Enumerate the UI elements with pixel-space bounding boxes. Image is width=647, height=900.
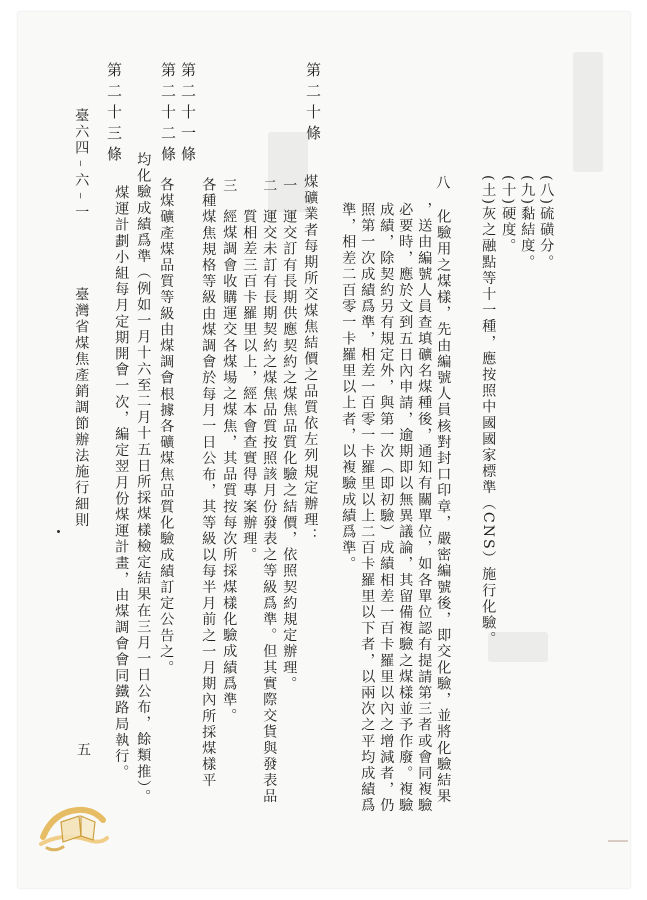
page-number: 五 (75, 742, 91, 757)
article-20-item-2-line-2: 質相差三百卡羅里以上，經本會查實得專案辦理。 (241, 209, 258, 564)
article-23-line-1: 煤運計劃小組每月定期開會一次，編定翌月份煤運計畫，由煤調會會同鐵路局執行。 (113, 185, 130, 781)
article-20-item-3: 經煤調會收購運交各煤場之煤焦，其品質按每次所採煤樣化驗成績爲準。 (221, 209, 238, 725)
article-20-heading: 第二十條 (304, 62, 322, 146)
library-seal-graphic (33, 792, 113, 862)
clause-8-line-5: 照第一次成績爲準，相差一百零一卡羅里以上二百卡羅里以下者，以兩次之平均成績爲 (359, 202, 376, 814)
item-9: (九)黏結度。 (519, 175, 536, 271)
clause-8-line-2: ，送由編號人員查填礦名煤種後，通知有關單位，如各單位認有提請第三者或會同複驗 (416, 202, 433, 814)
document-code: 臺六四﹣六﹣一 (73, 108, 90, 221)
article-23-heading: 第二十三條 (105, 62, 123, 167)
clause-8-number: 八 (434, 175, 451, 192)
article-21-heading: 第二十一條 (179, 62, 197, 167)
clause-8-line-4: 成績，除契約另有規定外，與第一次（即初驗）成績相差一百卡羅里以內之增減者，仍 (378, 202, 395, 814)
clause-8-line-3: 必要時，應於文到五日內申請，逾期即以無異議論，其留備複驗之煤樣並予作廢。複驗 (397, 202, 414, 814)
article-22-line-1: 各煤礦產煤品質等級由煤調會根據各礦煤焦品質化驗成績訂定公告之。 (158, 177, 175, 677)
item-10: (十)硬度。 (500, 175, 517, 255)
clause-8-line-1: 化驗用之煤樣，先由編號人員核對封口印章，嚴密編號後，即交化驗，並將化驗結果 (435, 209, 452, 805)
article-20-item-1-number: 一 (281, 178, 298, 195)
article-21-line-2: 均化驗成績爲準（例如一月十六至二月十五日所採煤樣檢定結果在三月一日公布，餘類推）。 (135, 152, 152, 805)
bleed-through-mark (573, 52, 603, 172)
article-20-intro: 煤礦業者每期所交煤焦結價之品質依左列規定辦理： (302, 174, 319, 545)
document-page (18, 12, 630, 888)
article-20-item-2-number: 二 (261, 178, 278, 195)
document-title: 臺灣省煤焦產銷調節辦法施行細則 (73, 287, 90, 529)
article-20-item-1: 運交訂有長期供應契約之煤焦品質化驗之結價，依照契約規定辦理。 (281, 209, 298, 692)
article-20-item-3-number: 三 (221, 178, 238, 195)
item-8: (八)硫磺分。 (538, 175, 555, 271)
article-20-item-2-line-1: 運交未訂有長期契約之煤焦品質按照該月份發表之等級爲準。但其實際交貨與發表品 (261, 209, 278, 805)
clause-8-line-6: 準，相差二百零一卡羅里以上者，以複驗成績爲準。 (340, 202, 357, 573)
margin-mark (608, 830, 628, 842)
article-22-heading: 第二十二條 (159, 62, 177, 167)
library-seal (33, 792, 113, 862)
article-21-line-1: 各種煤焦規格等級由煤調會於每月一日公布，其等級以每半月前之一月期內所採煤樣平 (200, 177, 217, 789)
ink-dot (57, 530, 60, 533)
bleed-through-mark (488, 632, 548, 662)
item-11: (土)灰之融點等十一種，應按照中國國家標準（CNS）施行化驗。 (480, 175, 497, 648)
